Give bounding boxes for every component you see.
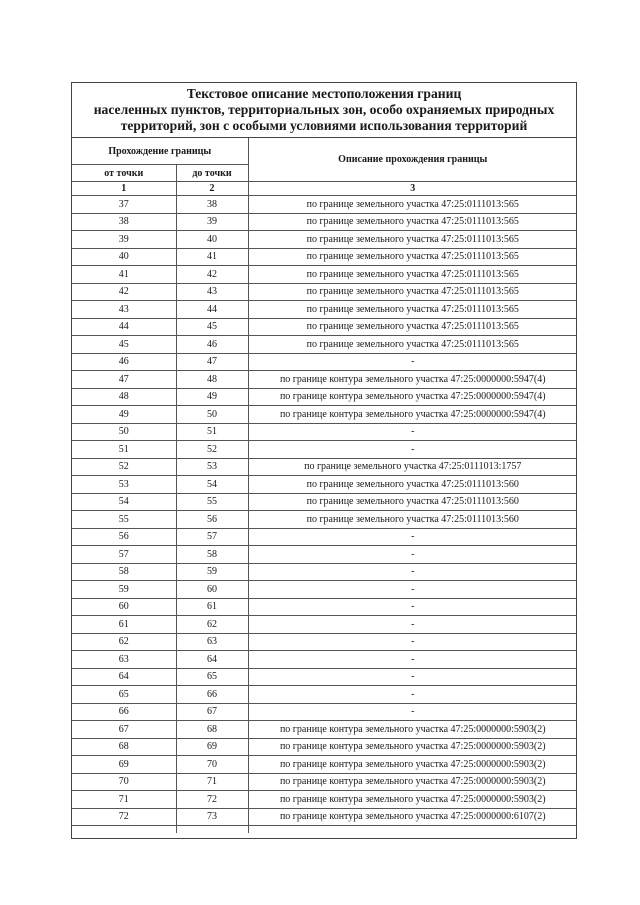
- title-line-3: территорий, зон с особыми условиями использования территорий: [120, 118, 528, 133]
- table-row: [72, 738, 577, 756]
- cell-to: 55: [176, 493, 248, 511]
- table-row: [72, 336, 577, 354]
- cell-from: 69: [72, 756, 176, 774]
- cell-to: 56: [176, 511, 248, 529]
- cell-to: 58: [176, 546, 248, 564]
- table-row: [72, 703, 577, 721]
- cell-from: 47: [72, 371, 176, 389]
- cell-to: 59: [176, 563, 248, 581]
- cell-description: -: [248, 563, 577, 581]
- cell-from: 51: [72, 441, 176, 459]
- cell-description: по границе контура земельного участка 47:25:0000000:5903(2): [248, 738, 577, 756]
- cell-description: -: [248, 353, 577, 371]
- cell-from: 39: [72, 231, 176, 249]
- table-row: [72, 563, 577, 581]
- table-row: [72, 581, 577, 599]
- cell-to: 48: [176, 371, 248, 389]
- cell-to: 67: [176, 703, 248, 721]
- cell-to: 39: [176, 213, 248, 231]
- header-col-2: 2: [176, 182, 248, 196]
- cell-from: 71: [72, 791, 176, 809]
- cell-to: 41: [176, 248, 248, 266]
- cell-description: по границе земельного участка 47:25:0111013:565: [248, 213, 577, 231]
- cell-to: 72: [176, 791, 248, 809]
- cell-to: 45: [176, 318, 248, 336]
- cell-from: 62: [72, 633, 176, 651]
- header-to-point: до точки: [176, 165, 248, 182]
- cell-from: 67: [72, 721, 176, 739]
- cell-to: 46: [176, 336, 248, 354]
- cell-description: по границе земельного участка 47:25:0111013:565: [248, 266, 577, 284]
- document-frame: [71, 82, 577, 839]
- cell-description: -: [248, 581, 577, 599]
- table-row: [72, 353, 577, 371]
- cell-to: 47: [176, 353, 248, 371]
- cell-to: 51: [176, 423, 248, 441]
- empty-cell: [248, 826, 577, 834]
- cell-to: 61: [176, 598, 248, 616]
- cell-description: -: [248, 616, 577, 634]
- cell-description: по границе контура земельного участка 47:25:0000000:5947(4): [248, 406, 577, 424]
- table-row: [72, 248, 577, 266]
- cell-from: 63: [72, 651, 176, 669]
- cell-description: -: [248, 668, 577, 686]
- cell-to: 50: [176, 406, 248, 424]
- table-row: [72, 231, 577, 249]
- cell-to: 71: [176, 773, 248, 791]
- cell-from: 50: [72, 423, 176, 441]
- cell-to: 44: [176, 301, 248, 319]
- cell-to: 63: [176, 633, 248, 651]
- cell-description: по границе земельного участка 47:25:0111013:565: [248, 336, 577, 354]
- cell-description: по границе земельного участка 47:25:0111013:1757: [248, 458, 577, 476]
- empty-row: [72, 826, 577, 834]
- table-row: [72, 493, 577, 511]
- cell-to: 52: [176, 441, 248, 459]
- cell-from: 38: [72, 213, 176, 231]
- cell-from: 56: [72, 528, 176, 546]
- empty-cell: [72, 826, 176, 834]
- cell-description: по границе земельного участка 47:25:0111013:565: [248, 301, 577, 319]
- table-row: [72, 546, 577, 564]
- document-title: [72, 83, 576, 138]
- table-row: [72, 808, 577, 826]
- table-row: [72, 266, 577, 284]
- table-row: [72, 301, 577, 319]
- cell-from: 58: [72, 563, 176, 581]
- cell-from: 45: [72, 336, 176, 354]
- title-line-1: Текстовое описание местоположения границ: [186, 86, 462, 101]
- cell-description: -: [248, 546, 577, 564]
- table-row: [72, 196, 577, 214]
- cell-from: 60: [72, 598, 176, 616]
- cell-to: 60: [176, 581, 248, 599]
- table-row: [72, 283, 577, 301]
- table-row: [72, 423, 577, 441]
- table-row: [72, 756, 577, 774]
- cell-from: 44: [72, 318, 176, 336]
- table-row: [72, 721, 577, 739]
- cell-description: -: [248, 528, 577, 546]
- cell-from: 40: [72, 248, 176, 266]
- cell-description: -: [248, 651, 577, 669]
- table-row: [72, 388, 577, 406]
- cell-description: -: [248, 686, 577, 704]
- table-row: [72, 458, 577, 476]
- table-row: [72, 511, 577, 529]
- table-row: [72, 528, 577, 546]
- cell-description: по границе земельного участка 47:25:0111013:565: [248, 196, 577, 214]
- table-row: [72, 616, 577, 634]
- cell-to: 69: [176, 738, 248, 756]
- cell-to: 66: [176, 686, 248, 704]
- cell-from: 37: [72, 196, 176, 214]
- cell-to: 70: [176, 756, 248, 774]
- cell-from: 72: [72, 808, 176, 826]
- header-description: Описание прохождения границы: [248, 138, 577, 182]
- cell-from: 66: [72, 703, 176, 721]
- cell-to: 57: [176, 528, 248, 546]
- header-passage: Прохождение границы: [72, 138, 248, 165]
- cell-description: по границе земельного участка 47:25:0111013:565: [248, 248, 577, 266]
- cell-description: -: [248, 423, 577, 441]
- cell-from: 57: [72, 546, 176, 564]
- cell-to: 49: [176, 388, 248, 406]
- cell-from: 41: [72, 266, 176, 284]
- cell-description: по границе контура земельного участка 47:25:0000000:5947(4): [248, 371, 577, 389]
- table-row: [72, 791, 577, 809]
- boundary-table: [72, 138, 577, 833]
- cell-description: по границе контура земельного участка 47:25:0000000:5903(2): [248, 721, 577, 739]
- cell-description: по границе контура земельного участка 47:25:0000000:5947(4): [248, 388, 577, 406]
- table-row: [72, 773, 577, 791]
- table-body: [72, 196, 577, 834]
- table-row: [72, 318, 577, 336]
- cell-from: 52: [72, 458, 176, 476]
- cell-from: 55: [72, 511, 176, 529]
- cell-description: по границе земельного участка 47:25:0111013:560: [248, 476, 577, 494]
- cell-from: 43: [72, 301, 176, 319]
- cell-description: по границе земельного участка 47:25:0111013:560: [248, 493, 577, 511]
- cell-to: 62: [176, 616, 248, 634]
- cell-from: 68: [72, 738, 176, 756]
- table-row: [72, 371, 577, 389]
- cell-description: по границе земельного участка 47:25:0111013:565: [248, 318, 577, 336]
- table-row: [72, 651, 577, 669]
- cell-from: 42: [72, 283, 176, 301]
- cell-from: 64: [72, 668, 176, 686]
- cell-from: 61: [72, 616, 176, 634]
- header-from-point: от точки: [72, 165, 176, 182]
- table-row: [72, 598, 577, 616]
- cell-description: по границе контура земельного участка 47:25:0000000:5903(2): [248, 791, 577, 809]
- cell-description: по границе земельного участка 47:25:0111013:565: [248, 231, 577, 249]
- cell-to: 38: [176, 196, 248, 214]
- cell-to: 53: [176, 458, 248, 476]
- cell-description: по границе контура земельного участка 47:25:0000000:5903(2): [248, 773, 577, 791]
- table-row: [72, 476, 577, 494]
- cell-description: по границе земельного участка 47:25:0111013:565: [248, 283, 577, 301]
- cell-from: 49: [72, 406, 176, 424]
- table-row: [72, 668, 577, 686]
- cell-to: 73: [176, 808, 248, 826]
- table-row: [72, 633, 577, 651]
- cell-from: 70: [72, 773, 176, 791]
- empty-cell: [176, 826, 248, 834]
- cell-description: по границе земельного участка 47:25:0111013:560: [248, 511, 577, 529]
- cell-description: по границе контура земельного участка 47:25:0000000:5903(2): [248, 756, 577, 774]
- cell-to: 68: [176, 721, 248, 739]
- cell-to: 43: [176, 283, 248, 301]
- header-col-1: 1: [72, 182, 176, 196]
- cell-description: -: [248, 598, 577, 616]
- table-row: [72, 441, 577, 459]
- cell-to: 64: [176, 651, 248, 669]
- table-row: [72, 406, 577, 424]
- cell-description: по границе контура земельного участка 47:25:0000000:6107(2): [248, 808, 577, 826]
- title-line-2: населенных пунктов, территориальных зон, особо охраняемых природных: [93, 102, 555, 117]
- cell-from: 46: [72, 353, 176, 371]
- table-row: [72, 213, 577, 231]
- cell-to: 54: [176, 476, 248, 494]
- cell-description: -: [248, 703, 577, 721]
- cell-to: 40: [176, 231, 248, 249]
- cell-from: 65: [72, 686, 176, 704]
- table-row: [72, 686, 577, 704]
- cell-from: 59: [72, 581, 176, 599]
- cell-to: 65: [176, 668, 248, 686]
- header-col-3: 3: [248, 182, 577, 196]
- cell-from: 48: [72, 388, 176, 406]
- cell-from: 54: [72, 493, 176, 511]
- cell-to: 42: [176, 266, 248, 284]
- cell-description: -: [248, 441, 577, 459]
- cell-from: 53: [72, 476, 176, 494]
- cell-description: -: [248, 633, 577, 651]
